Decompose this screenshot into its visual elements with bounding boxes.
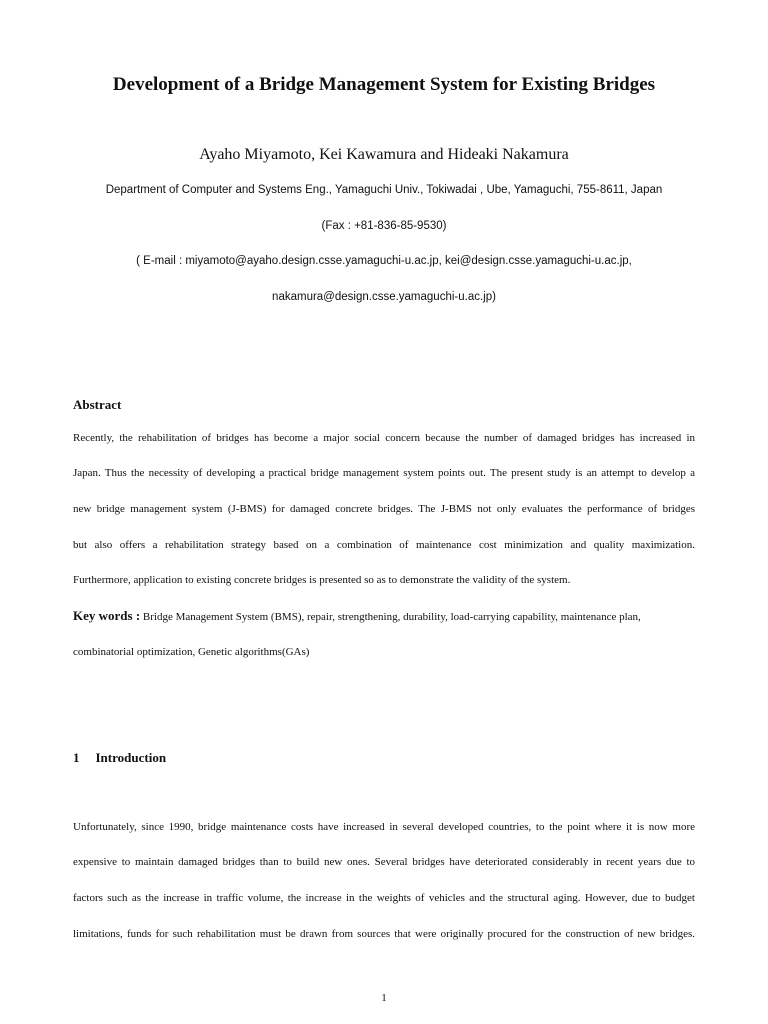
keywords-list-part-1: Bridge Management System (BMS), repair, strengthening, durability, load-carrying capability, maintenance plan, [142, 611, 641, 623]
keywords-line-1 [73, 608, 695, 624]
page-number: 1 [381, 992, 387, 1004]
abstract-line: new bridge management system (J-BMS) for damaged concrete bridges. The J-BMS not only evaluates the performance of bridges [73, 503, 695, 515]
paper-title: Development of a Bridge Management System for Existing Bridges [112, 74, 656, 95]
affiliation-email-line-1: ( E-mail : miyamoto@ayaho.design.csse.yamaguchi-u.ac.jp, kei@design.csse.yamaguchi-u.ac.jp, [136, 255, 632, 267]
abstract-line: Furthermore, application to existing concrete bridges is presented so as to demonstrate the validity of the system. [73, 574, 571, 586]
keywords-list-part-2: combinatorial optimization, Genetic algorithms(GAs) [73, 646, 310, 658]
affiliation-fax: (Fax : +81-836-85-9530) [321, 220, 447, 232]
intro-line: expensive to maintain damaged bridges than to build new ones. Several bridges have deteriorated considerably in recent years due to [73, 856, 695, 868]
section-title: Introduction [95, 750, 167, 765]
author-list: Ayaho Miyamoto, Kei Kawamura and Hideaki Nakamura [199, 146, 569, 163]
abstract-line: Recently, the rehabilitation of bridges has become a major social concern because the number of damaged bridges has increased in [73, 432, 695, 444]
affiliation-department: Department of Computer and Systems Eng., Yamaguchi Univ., Tokiwadai , Ube, Yamaguchi, 755-8611, Japan [105, 184, 663, 196]
section-number: 1 [73, 750, 80, 765]
abstract-line: Japan. Thus the necessity of developing a practical bridge management system points out. The present study is an attempt to develop a [73, 467, 695, 479]
abstract-heading: Abstract [73, 397, 122, 412]
affiliation-email-line-2: nakamura@design.csse.yamaguchi-u.ac.jp) [272, 291, 496, 303]
section-heading [73, 750, 166, 766]
abstract-line: but also offers a rehabilitation strategy based on a combination of maintenance cost minimization and quality maximization. [73, 539, 695, 551]
intro-line: factors such as the increase in traffic volume, the increase in the weights of vehicles and the structural aging. However, due to budget [73, 892, 695, 904]
intro-line: Unfortunately, since 1990, bridge maintenance costs have increased in several developed countries, to the point where it is now more [73, 821, 695, 833]
keywords-label: Key words : [73, 608, 141, 623]
intro-line: limitations, funds for such rehabilitation must be drawn from sources that were originally procured for the construction of new bridges. [73, 928, 695, 940]
